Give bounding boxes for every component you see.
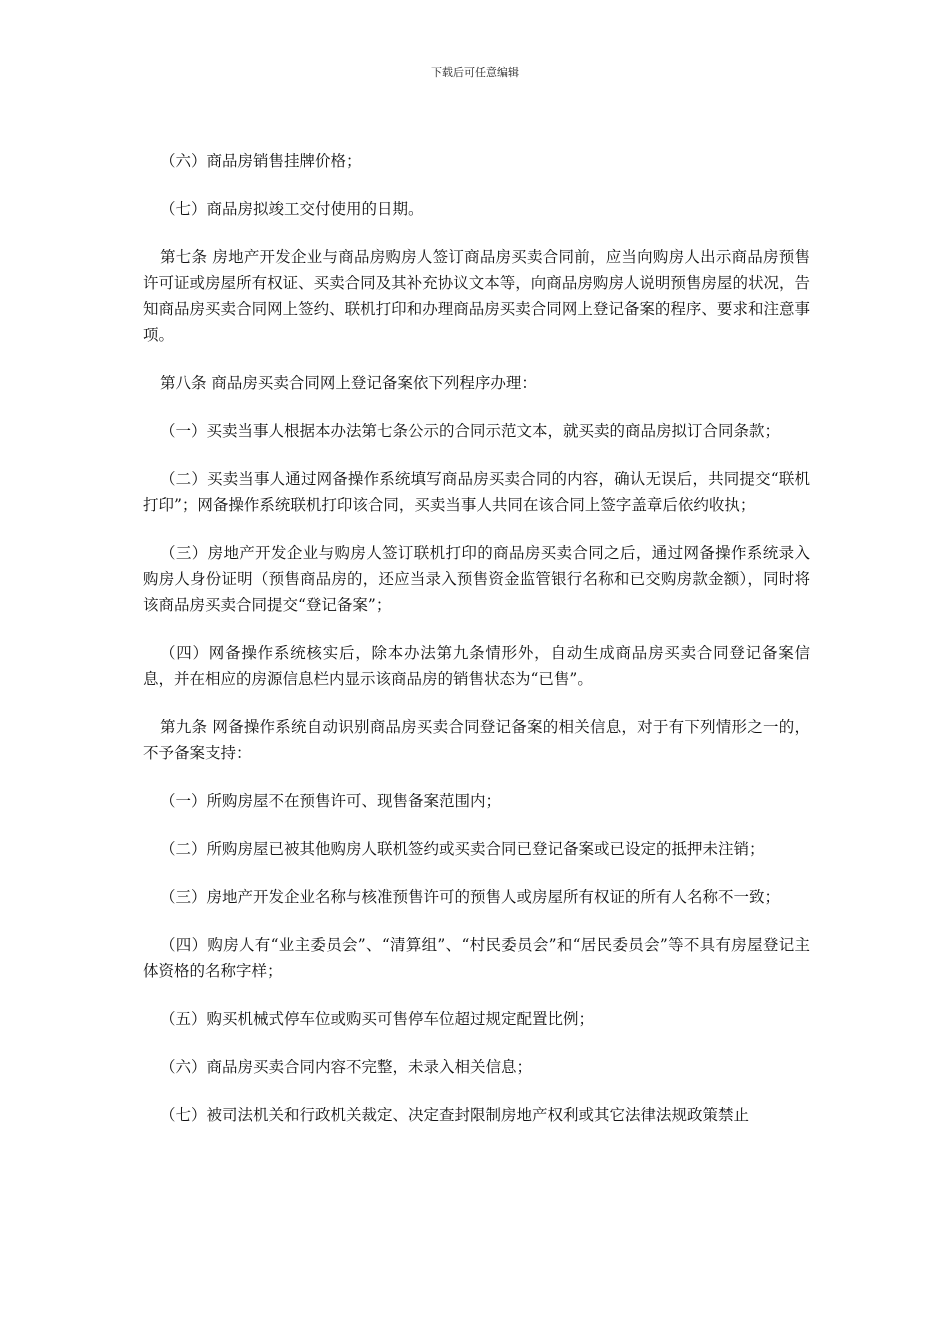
clause-item-6: （六）商品房销售挂牌价格； [160,152,362,170]
article-8-item-3: （三）房地产开发企业与购房人签订联机打印的商品房买卖合同之后，通过网备操作系统录入购房人身份证明（预售商品房的，还应当录入预售资金监管银行名称和已交购房款金额），同时将该商品房买卖合同提交“登记备案”； [143,544,810,614]
article-8-item-1: （一）买卖当事人根据本办法第七条公示的合同示范文本，就买卖的商品房拟订合同条款； [160,422,781,440]
document-body [143,148,810,1150]
article-8-item-4: （四）网备操作系统核实后，除本办法第九条情形外，自动生成商品房买卖合同登记备案信息，并在相应的房源信息栏内显示该商品房的销售状态为“已售”。 [143,644,810,688]
page-header: 下载后可任意编辑 [431,66,519,79]
article-8: 第八条 商品房买卖合同网上登记备案依下列程序办理： [160,374,537,392]
clause-item-7: （七）商品房拟竣工交付使用的日期。 [160,200,424,218]
article-9-item-3: （三）房地产开发企业名称与核准预售许可的预售人或房屋所有权证的所有人名称不一致； [160,888,781,906]
article-7: 第七条 房地产开发企业与商品房购房人签订商品房买卖合同前，应当向购房人出示商品房预售许可证或房屋所有权证、买卖合同及其补充协议文本等，向商品房购房人说明预售房屋的状况，告知商品房买卖合同网上签约、联机打印和办理商品房买卖合同网上登记备案的程序、要求和注意事项。 [143,248,810,344]
article-9-item-7: （七）被司法机关和行政机关裁定、决定查封限制房地产权利或其它法律法规政策禁止 [160,1106,750,1124]
article-9-item-4: （四）购房人有“业主委员会”、“清算组”、“村民委员会”和“居民委员会”等不具有房屋登记主体资格的名称字样； [143,936,810,980]
article-9-item-2: （二）所购房屋已被其他购房人联机签约或买卖合同已登记备案或已设定的抵押未注销； [160,840,765,858]
article-9: 第九条 网备操作系统自动识别商品房买卖合同登记备案的相关信息，对于有下列情形之一的，不予备案支持： [143,718,810,762]
article-9-item-6: （六）商品房买卖合同内容不完整，未录入相关信息； [160,1058,533,1076]
article-9-item-1: （一）所购房屋不在预售许可、现售备案范围内； [160,792,502,810]
article-9-item-5: （五）购买机械式停车位或购买可售停车位超过规定配置比例； [160,1010,595,1028]
article-8-item-2: （二）买卖当事人通过网备操作系统填写商品房买卖合同的内容，确认无误后，共同提交“联机打印”；网备操作系统联机打印该合同，买卖当事人共同在该合同上签字盖章后依约收执； [143,470,810,514]
